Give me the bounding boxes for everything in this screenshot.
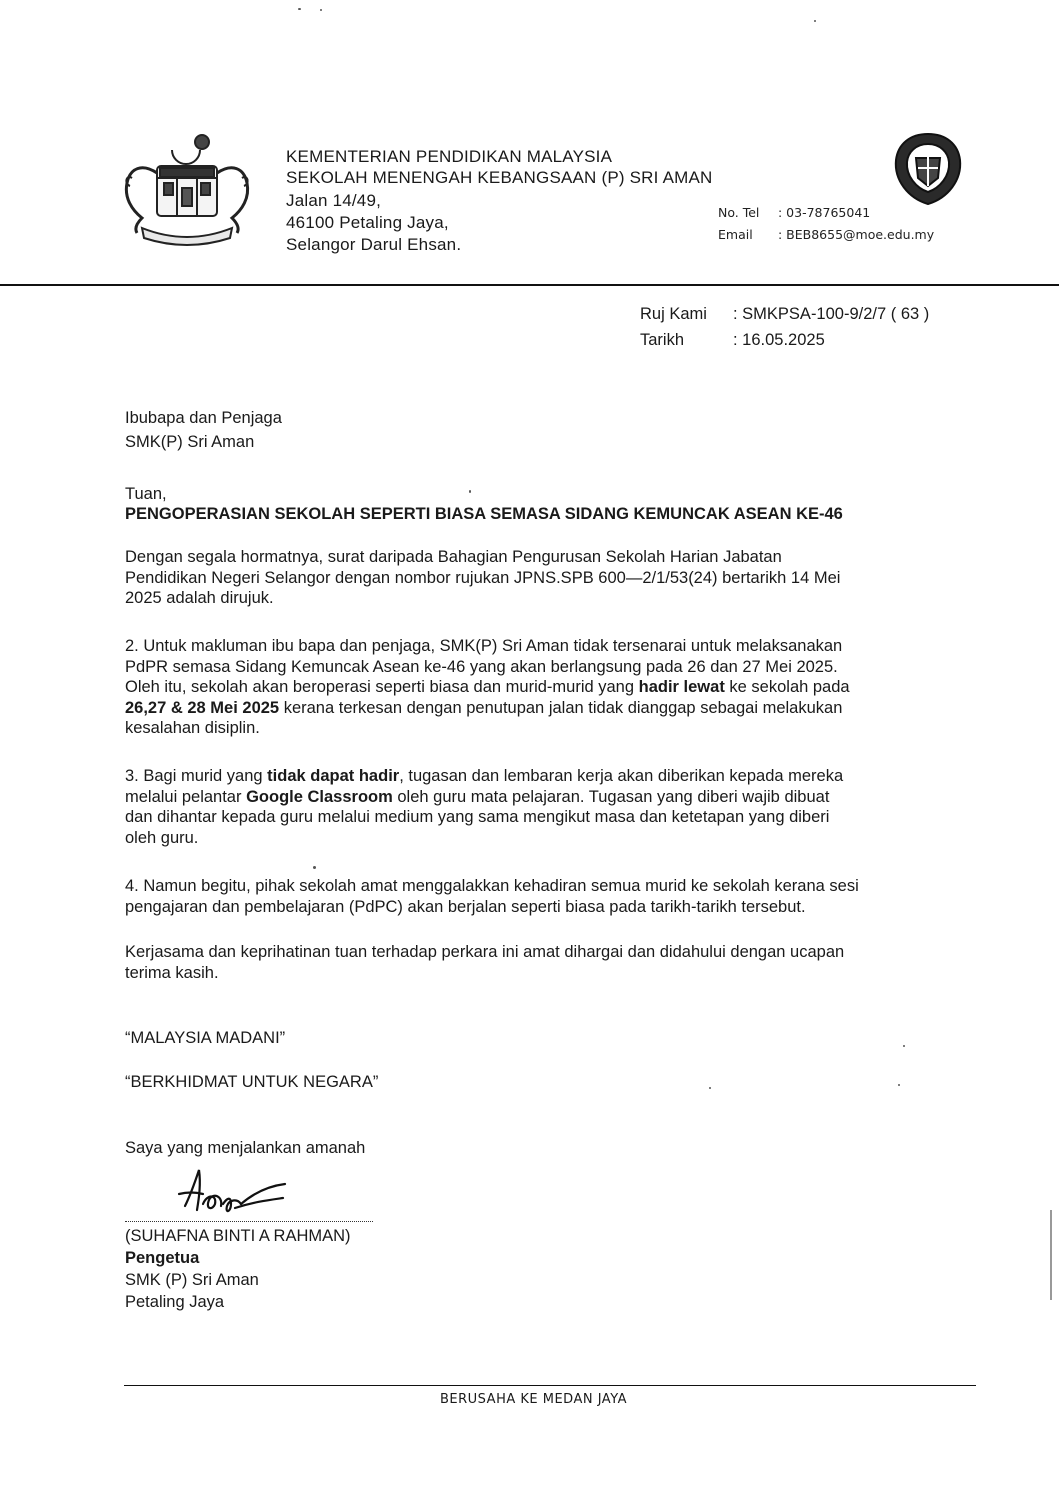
paragraph-5 [125, 942, 985, 983]
subject-heading: PENGOPERASIAN SEKOLAH SEPERTI BIASA SEMASA SIDANG KEMUNCAK ASEAN KE-46 [125, 505, 843, 523]
footer-motto: BERUSAHA KE MEDAN JAYA [440, 1392, 628, 1407]
paragraph-2-line-3 [125, 677, 985, 698]
ruj-kami-value: : SMKPSA-100-9/2/7 ( 63 ) [733, 305, 930, 323]
address-line-3: Selangor Darul Ehsan. [286, 235, 462, 254]
paragraph-2-line-4 [125, 698, 985, 719]
paragraph-4-line-1: 4. Namun begitu, pihak sekolah amat menggalakkan kehadiran semua murid ke sekolah kerana sesi [125, 877, 859, 895]
address-line-2: 46100 Petaling Jaya, [286, 213, 449, 232]
tel-value: : 03-78765041 [778, 205, 871, 220]
paragraph-3 [125, 766, 985, 848]
closing-line: Saya yang menjalankan amanah [125, 1139, 366, 1157]
p2-bold-hadir-lewat: hadir lewat [638, 678, 725, 696]
paragraph-3-line-1 [125, 766, 985, 787]
school-crest-icon [888, 130, 968, 208]
p3-text-f: oleh guru mata pelajaran. Tugasan yang diberi wajib dibuat [392, 787, 830, 806]
paragraph-2 [125, 636, 985, 739]
scan-speck [814, 20, 816, 22]
scan-speck [898, 1084, 900, 1086]
ruj-kami-label: Ruj Kami [640, 305, 707, 323]
p3-text-a: 3. Bagi murid yang [125, 767, 268, 785]
scan-speck [313, 866, 316, 869]
p2-bold-dates: 26,27 & 28 Mei 2025 [125, 698, 280, 717]
p2-text-a: Oleh itu, sekolah akan beroperasi seperti biasa dan murid-murid yang [125, 678, 639, 696]
p3-bold-google-classroom: Google Classroom [246, 787, 393, 806]
recipient-line-1: Ibubapa dan Penjaga [125, 409, 282, 427]
header-divider [0, 284, 1059, 286]
tarikh-value: : 16.05.2025 [733, 331, 825, 349]
slogan-malaysia-madani: “MALAYSIA MADANI” [125, 1029, 286, 1047]
paragraph-2-line-5: kesalahan disiplin. [125, 719, 260, 737]
scan-speck [903, 1045, 905, 1047]
paragraph-3-line-3: dan dihantar kepada guru melalui medium yang sama mengikut masa dan ketetapan yang diberi [125, 808, 830, 826]
footer-divider [124, 1385, 976, 1386]
handwritten-signature-icon [165, 1164, 295, 1224]
email-value: : BEB8655@moe.edu.my [778, 227, 935, 242]
salutation: Tuan, [125, 485, 167, 503]
p3-bold-tidak-dapat-hadir: tidak dapat hadir [267, 767, 400, 785]
scan-speck [320, 9, 322, 11]
school-name: SEKOLAH MENENGAH KEBANGSAAN (P) SRI AMAN [286, 168, 713, 187]
paragraph-5-line-1: Kerjasama dan keprihatinan tuan terhadap perkara ini amat dihargai dan didahului dengan ucapan [125, 943, 845, 961]
recipient-line-2: SMK(P) Sri Aman [125, 433, 255, 451]
email-label: Email [718, 227, 753, 242]
paragraph-1 [125, 547, 985, 609]
p2-text-d: kerana terkesan dengan penutupan jalan tidak dianggap sebagai melakukan [279, 698, 843, 717]
paragraph-3-line-2 [125, 787, 985, 808]
paragraph-1-line-2: Pendidikan Negeri Selangor dengan nombor rujukan JPNS.SPB 600—2/1/53(24) bertarikh 14 Mei [125, 568, 841, 587]
paragraph-5-line-2: terima kasih. [125, 963, 219, 982]
paragraph-1-line-3: 2025 adalah dirujuk. [125, 589, 274, 607]
paragraph-1-line-1: Dengan segala hormatnya, surat daripada Bahagian Pengurusan Sekolah Harian Jabatan [125, 548, 782, 566]
signatory-name: (SUHAFNA BINTI A RAHMAN) [125, 1227, 351, 1245]
slogan-berkhidmat: “BERKHIDMAT UNTUK NEGARA” [125, 1073, 379, 1091]
signature-dotted-line [125, 1221, 373, 1222]
tarikh-label: Tarikh [640, 331, 685, 349]
tel-label: No. Tel [718, 205, 760, 220]
scan-speck [298, 8, 301, 10]
scan-edge-line [1050, 1210, 1052, 1300]
scan-speck [469, 490, 471, 493]
scan-speck [709, 1087, 711, 1089]
paragraph-4 [125, 876, 985, 917]
paragraph-4-line-2: pengajaran dan pembelajaran (PdPC) akan berjalan seperti biasa pada tarikh-tarikh tersebut. [125, 897, 806, 916]
paragraph-2-line-1: 2. Untuk makluman ibu bapa dan penjaga, SMK(P) Sri Aman tidak tersenarai untuk melaksanakan [125, 637, 843, 655]
paragraph-2-line-2: PdPR semasa Sidang Kemuncak Asean ke-46 yang akan berlangsung pada 26 dan 27 Mei 2025. [125, 657, 838, 676]
signatory-org: SMK (P) Sri Aman [125, 1271, 259, 1289]
paragraph-3-line-4: oleh guru. [125, 828, 199, 847]
p2-text-c: ke sekolah pada [724, 678, 850, 696]
address-line-1: Jalan 14/49, [286, 191, 382, 210]
p3-text-c: , tugasan dan lembaran kerja akan diberikan kepada mereka [399, 767, 844, 785]
ministry-name: KEMENTERIAN PENDIDIKAN MALAYSIA [286, 147, 613, 166]
signatory-title: Pengetua [125, 1249, 200, 1267]
p3-text-d: melalui pelantar [125, 787, 247, 806]
signatory-location: Petaling Jaya [125, 1293, 225, 1311]
malaysia-coat-of-arms-icon [112, 128, 262, 248]
